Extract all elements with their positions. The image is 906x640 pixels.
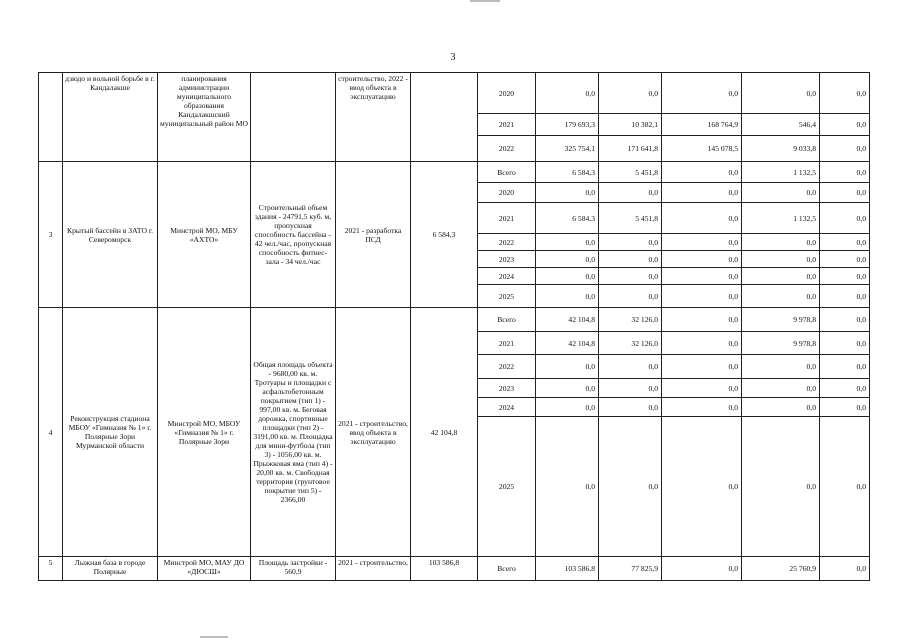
value-local: 0,0 [742, 398, 820, 417]
power: Строительный объем здания - 24791,5 куб. м, пропускная способность бассейна - 42 чел./час, пропускная способность фитнес-зала - 34 чел./час [251, 162, 336, 308]
year: 2020 [478, 73, 536, 114]
object-name: Крытый бассейн в ЗАТО г. Североморск [63, 162, 158, 308]
year: 2021 [478, 332, 536, 355]
value-other: 0,0 [820, 73, 870, 114]
value-total: 6 584,3 [536, 203, 599, 234]
value-local: 0,0 [742, 251, 820, 268]
value-other: 0,0 [820, 114, 870, 136]
value-other: 0,0 [820, 162, 870, 183]
value-local: 0,0 [742, 268, 820, 285]
value-regional: 0,0 [662, 308, 742, 332]
value-other: 0,0 [820, 234, 870, 251]
value-other: 0,0 [820, 136, 870, 162]
value-total: 0,0 [536, 268, 599, 285]
year: 2020 [478, 183, 536, 203]
row-number: 5 [39, 557, 63, 581]
customer: Минстрой МО, МАУ ДО «ДЮСШ» [158, 557, 251, 581]
value-regional: 0,0 [662, 234, 742, 251]
value-federal: 171 641,8 [599, 136, 662, 162]
value-total: 42 104,8 [536, 332, 599, 355]
value-total: 0,0 [536, 73, 599, 114]
value-local: 0,0 [742, 417, 820, 557]
value-local: 0,0 [742, 285, 820, 308]
object-name: Лыжная база в городе Полярные [63, 557, 158, 581]
value-total: 0,0 [536, 285, 599, 308]
value-other: 0,0 [820, 379, 870, 398]
value-federal: 0,0 [599, 417, 662, 557]
value-local: 0,0 [742, 234, 820, 251]
year: Всего [478, 308, 536, 332]
value-total: 0,0 [536, 183, 599, 203]
value-regional: 0,0 [662, 203, 742, 234]
page-number: 3 [450, 52, 456, 63]
value-other: 0,0 [820, 268, 870, 285]
value-federal: 32 126,0 [599, 332, 662, 355]
value-regional: 0,0 [662, 332, 742, 355]
year: 2022 [478, 234, 536, 251]
power: Общая площадь объекта - 9680,00 кв. м. Тротуары и площадки с асфальтобетонным покрытием (тип 1) - 997,00 кв. м. Беговая дорожка, спортивные площадки (тип 2) - 3191,00 кв. м. Площадка для мини-футбола (тип 3) - 1056,00 кв. м. Прыжковая яма (тип 4) - 20,00 кв. м. Свободная территория (грунтовое покрытие тип 5) - 2366,00 [251, 308, 336, 557]
value-federal: 32 126,0 [599, 308, 662, 332]
value-federal: 0,0 [599, 379, 662, 398]
year: 2021 [478, 114, 536, 136]
customer: Минстрой МО, МБОУ «Гимназия № 1» г. Полярные Зори [158, 308, 251, 557]
value-local: 9 978,8 [742, 308, 820, 332]
value-regional: 0,0 [662, 398, 742, 417]
power [251, 73, 336, 162]
table-row [39, 73, 870, 114]
customer: Минстрой МО, МБУ «АХТО» [158, 162, 251, 308]
value-other: 0,0 [820, 308, 870, 332]
value-total: 0,0 [536, 398, 599, 417]
value-local: 0,0 [742, 379, 820, 398]
value-other: 0,0 [820, 203, 870, 234]
stage: 2021 - строительство, ввод объекта в эксплуатацию [336, 308, 411, 557]
stage: 2021 - разработка ПСД [336, 162, 411, 308]
value-regional: 0,0 [662, 73, 742, 114]
value-total: 325 754,1 [536, 136, 599, 162]
power: Площадь застройки - 560,9 [251, 557, 336, 581]
table-row [39, 162, 870, 183]
year: 2025 [478, 285, 536, 308]
value-other: 0,0 [820, 557, 870, 581]
value-other: 0,0 [820, 355, 870, 379]
value-total: 42 104,8 [536, 308, 599, 332]
value-federal: 0,0 [599, 183, 662, 203]
value-regional: 0,0 [662, 183, 742, 203]
scan-mark-bottom [200, 636, 228, 638]
value-other: 0,0 [820, 417, 870, 557]
year: 2022 [478, 136, 536, 162]
stage: 2021 - строительство, [336, 557, 411, 581]
program-table [38, 72, 870, 581]
year: 2021 [478, 203, 536, 234]
value-other: 0,0 [820, 332, 870, 355]
value-other: 0,0 [820, 398, 870, 417]
row-number: 4 [39, 308, 63, 557]
cost: 6 584,3 [411, 162, 478, 308]
cost [411, 73, 478, 162]
value-federal: 5 451,8 [599, 162, 662, 183]
value-total: 0,0 [536, 234, 599, 251]
value-federal: 0,0 [599, 398, 662, 417]
value-federal: 0,0 [599, 355, 662, 379]
scan-mark-top [470, 0, 500, 2]
year: Всего [478, 557, 536, 581]
value-regional: 0,0 [662, 285, 742, 308]
value-total: 179 693,3 [536, 114, 599, 136]
value-local: 0,0 [742, 183, 820, 203]
value-federal: 5 451,8 [599, 203, 662, 234]
value-regional: 0,0 [662, 268, 742, 285]
table-row [39, 308, 870, 332]
value-total: 103 586,8 [536, 557, 599, 581]
row-number: 3 [39, 162, 63, 308]
value-regional: 0,0 [662, 379, 742, 398]
value-federal: 0,0 [599, 251, 662, 268]
value-total: 6 584,3 [536, 162, 599, 183]
value-local: 25 760,9 [742, 557, 820, 581]
year: 2022 [478, 355, 536, 379]
value-local: 1 132,5 [742, 203, 820, 234]
value-local: 0,0 [742, 73, 820, 114]
year: 2023 [478, 379, 536, 398]
value-local: 9 033,8 [742, 136, 820, 162]
value-local: 1 132,5 [742, 162, 820, 183]
value-federal: 0,0 [599, 285, 662, 308]
cost: 103 586,8 [411, 557, 478, 581]
value-total: 0,0 [536, 417, 599, 557]
customer: планирования администрации муниципального образования Кандалакшский муниципальный район МО [158, 73, 251, 162]
object-name: Реконструкция стадиона МБОУ «Гимназия № 1» г. Полярные Зори Мурманской области [63, 308, 158, 557]
value-total: 0,0 [536, 355, 599, 379]
value-regional: 0,0 [662, 162, 742, 183]
value-regional: 145 078,5 [662, 136, 742, 162]
value-regional: 0,0 [662, 557, 742, 581]
table-row [39, 557, 870, 581]
value-regional: 0,0 [662, 417, 742, 557]
value-total: 0,0 [536, 251, 599, 268]
value-regional: 0,0 [662, 251, 742, 268]
year: 2024 [478, 268, 536, 285]
value-other: 0,0 [820, 285, 870, 308]
value-federal: 0,0 [599, 234, 662, 251]
cost: 42 104,8 [411, 308, 478, 557]
value-regional: 168 764,9 [662, 114, 742, 136]
value-federal: 0,0 [599, 268, 662, 285]
year: 2025 [478, 417, 536, 557]
stage: строительство, 2022 - ввод объекта в эксплуатацию [336, 73, 411, 162]
year: 2024 [478, 398, 536, 417]
value-federal: 0,0 [599, 73, 662, 114]
value-local: 0,0 [742, 355, 820, 379]
object-name: дзюдо и вольной борьбе в г. Кандалакше [63, 73, 158, 162]
value-total: 0,0 [536, 379, 599, 398]
value-federal: 10 382,1 [599, 114, 662, 136]
value-other: 0,0 [820, 251, 870, 268]
year: Всего [478, 162, 536, 183]
value-other: 0,0 [820, 183, 870, 203]
value-local: 9 978,8 [742, 332, 820, 355]
value-regional: 0,0 [662, 355, 742, 379]
value-local: 546,4 [742, 114, 820, 136]
value-federal: 77 825,9 [599, 557, 662, 581]
year: 2023 [478, 251, 536, 268]
